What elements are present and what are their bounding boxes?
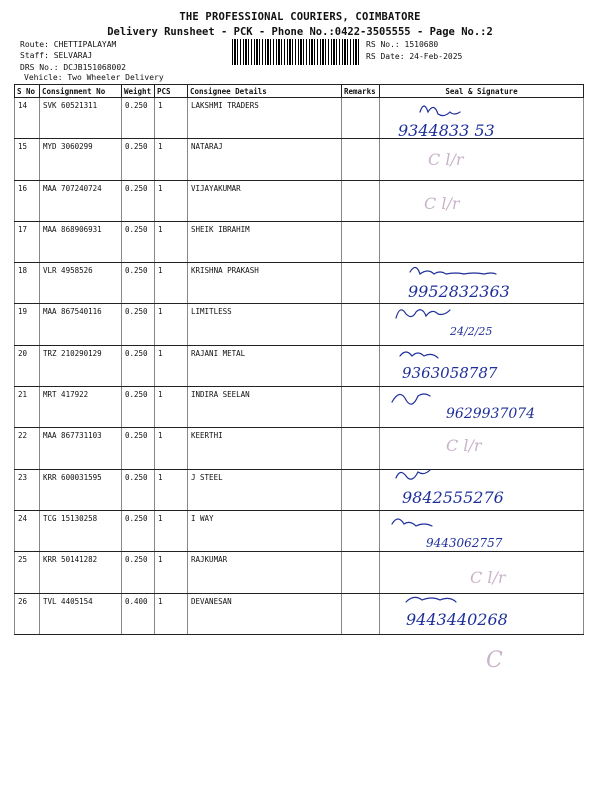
consignment-cell: TVL 4405154 [40,593,122,634]
sno-cell: 15 [15,139,40,180]
pcs-cell: 1 [155,552,188,593]
signature-24 [392,519,432,526]
handwritten-phone: 9842555276 [402,488,504,507]
weight-cell: 0.400 [122,593,155,634]
stamp-mark: C l/r [424,194,460,213]
signature-26 [406,597,456,602]
sno-cell: 23 [15,469,40,510]
pcs-cell: 1 [155,221,188,262]
col-weight: Weight [122,85,155,98]
sno-cell: 26 [15,593,40,634]
pcs-cell: 1 [155,345,188,386]
consignment-cell: MAA 867540116 [40,304,122,345]
pcs-cell: 1 [155,593,188,634]
stamp-mark: C l/r [428,150,464,169]
weight-cell: 0.250 [122,387,155,428]
drs-number: DRS No.: DCJB151068002 [20,63,126,72]
weight-cell: 0.250 [122,428,155,469]
stamp-mark: C l/r [446,436,482,455]
weight-cell: 0.250 [122,98,155,139]
route-label: Route: CHETTIPALAYAM [20,40,117,49]
handwritten-phone: 9629937074 [446,406,536,422]
pcs-cell: 1 [155,469,188,510]
vehicle-label: Vehicle: Two Wheeler Delivery [24,73,164,82]
consignment-cell: MAA 867731103 [40,428,122,469]
weight-cell: 0.250 [122,263,155,304]
col-signature: Seal & Signature [380,85,584,98]
sno-cell: 20 [15,345,40,386]
sno-cell: 19 [15,304,40,345]
consignee-cell: LAKSHMI TRADERS [188,98,342,139]
pcs-cell: 1 [155,98,188,139]
consignment-cell: TCG 15130258 [40,510,122,551]
weight-cell: 0.250 [122,221,155,262]
consignee-cell: VIJAYAKUMAR [188,180,342,221]
consignment-cell: MAA 868906931 [40,221,122,262]
weight-cell: 0.250 [122,345,155,386]
handwritten-phone: 9443062757 [426,536,503,550]
consignment-cell: MYD 3060299 [40,139,122,180]
weight-cell: 0.250 [122,469,155,510]
weight-cell: 0.250 [122,139,155,180]
consignee-cell: DEVANESAN [188,593,342,634]
pcs-cell: 1 [155,263,188,304]
consignment-cell: VLR 4958526 [40,263,122,304]
pcs-cell: 1 [155,180,188,221]
col-sno: S No [15,85,40,98]
runsheet-title: Delivery Runsheet - PCK - Phone No.:0422-3505555 - Page No.:2 [107,26,493,38]
sno-cell: 16 [15,180,40,221]
consignment-cell: MAA 707240724 [40,180,122,221]
stamp-mark: C [486,648,503,673]
signature-19 [396,310,450,318]
signature-23 [396,470,430,479]
pcs-cell: 1 [155,139,188,180]
sno-cell: 18 [15,263,40,304]
handwritten-phone: 9344833 53 [398,121,495,140]
col-consignment: Consignment No [40,85,122,98]
consignee-cell: NATARAJ [188,139,342,180]
consignee-cell: J STEEL [188,469,342,510]
consignee-cell: LIMITLESS [188,304,342,345]
signature-21 [392,394,430,404]
consignee-cell: KEERTHI [188,428,342,469]
sno-cell: 14 [15,98,40,139]
consignee-cell: KRISHNA PRAKASH [188,263,342,304]
pcs-cell: 1 [155,428,188,469]
consignee-cell: SHEIK IBRAHIM [188,221,342,262]
consignment-cell: KRR 600031595 [40,469,122,510]
rs-date: RS Date: 24-Feb-2025 [366,52,463,61]
pcs-cell: 1 [155,387,188,428]
signature-20 [400,352,438,358]
handwritten-phone: 9952832363 [408,282,510,301]
col-consignee: Consignee Details [188,85,342,98]
stamp-mark: C l/r [470,568,506,587]
consignee-cell: I WAY [188,510,342,551]
consignment-cell: SVK 60521311 [40,98,122,139]
company-name: THE PROFESSIONAL COURIERS, COIMBATORE [179,11,421,23]
pcs-cell: 1 [155,510,188,551]
sno-cell: 22 [15,428,40,469]
signature-18 [410,267,496,274]
consignment-cell: KRR 50141282 [40,552,122,593]
consignment-cell: TRZ 210290129 [40,345,122,386]
staff-label: Staff: SELVARAJ [20,51,93,60]
handwritten-date: 24/2/25 [450,325,493,338]
sno-cell: 24 [15,510,40,551]
weight-cell: 0.250 [122,180,155,221]
handwritten-phone: 9363058787 [402,364,498,382]
col-pcs: PCS [155,85,188,98]
weight-cell: 0.250 [122,304,155,345]
signature-14 [420,106,460,116]
sno-cell: 17 [15,221,40,262]
sno-cell: 25 [15,552,40,593]
weight-cell: 0.250 [122,510,155,551]
col-remarks: Remarks [342,85,380,98]
handwritten-phone: 9443440268 [406,610,508,629]
consignee-cell: RAJANI METAL [188,345,342,386]
rs-number: RS No.: 1510680 [366,40,439,49]
weight-cell: 0.250 [122,552,155,593]
consignee-cell: RAJKUMAR [188,552,342,593]
consignment-cell: MRT 417922 [40,387,122,428]
consignee-cell: INDIRA SEELAN [188,387,342,428]
sno-cell: 21 [15,387,40,428]
pcs-cell: 1 [155,304,188,345]
